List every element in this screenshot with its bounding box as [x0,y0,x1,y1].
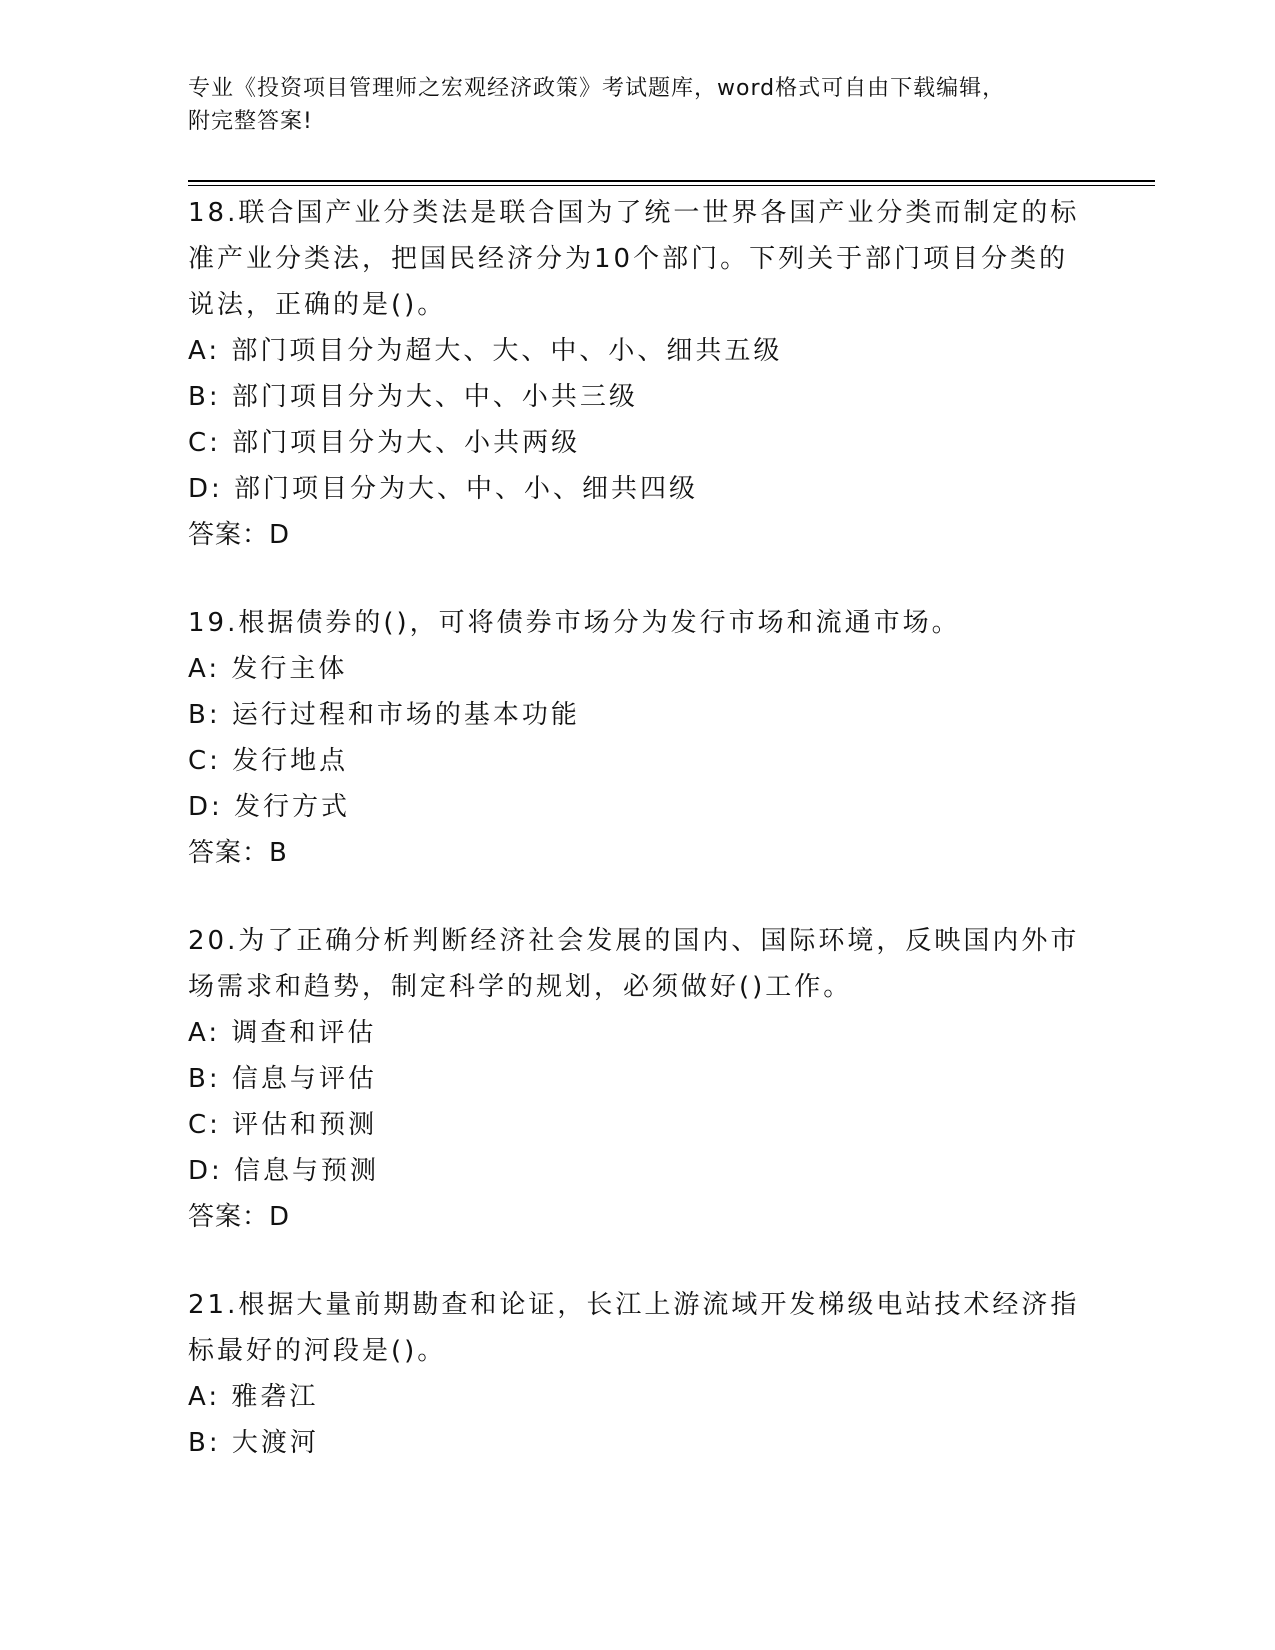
header-divider-thin [188,185,1155,186]
document-header [188,72,1088,138]
option-c: C: 部门项目分为大、小共两级 [188,428,581,458]
option-b: B: 运行过程和市场的基本功能 [188,700,580,730]
option-c: C: 发行地点 [188,746,349,776]
question-18 [188,190,1088,558]
question-text: 20.为了正确分析判断经济社会发展的国内、国际环境，反映国内外市场需求和趋势，制定科学的规划，必须做好()工作。 [188,926,1080,1002]
answer-label: 答案：D [188,520,291,550]
question-text: 19.根据债券的()，可将债券市场分为发行市场和流通市场。 [188,608,961,638]
header-line-2: 附完整答案! [188,109,313,134]
answer-label: 答案：B [188,838,288,868]
option-c: C: 评估和预测 [188,1110,378,1140]
option-d: D: 部门项目分为大、中、小、细共四级 [188,474,699,504]
question-19 [188,600,1088,876]
option-d: D: 发行方式 [188,792,351,822]
option-a: A: 雅砻江 [188,1382,319,1412]
option-b: B: 大渡河 [188,1428,319,1458]
option-a: A: 发行主体 [188,654,348,684]
header-divider-thick [188,180,1155,182]
question-list [188,190,1088,1508]
question-20 [188,918,1088,1240]
option-b: B: 信息与评估 [188,1064,377,1094]
header-line-1: 专业《投资项目管理师之宏观经济政策》考试题库，word格式可自由下载编辑， [188,76,1006,101]
question-21 [188,1282,1088,1466]
option-a: A: 调查和评估 [188,1018,377,1048]
option-d: D: 信息与预测 [188,1156,380,1186]
option-b: B: 部门项目分为大、中、小共三级 [188,382,638,412]
question-text: 18.联合国产业分类法是联合国为了统一世界各国产业分类而制定的标准产业分类法，把国民经济分为10个部门。下列关于部门项目分类的说法，正确的是()。 [188,198,1080,320]
answer-label: 答案：D [188,1202,291,1232]
question-text: 21.根据大量前期勘查和论证，长江上游流域开发梯级电站技术经济指标最好的河段是()。 [188,1290,1080,1366]
option-a: A: 部门项目分为超大、大、中、小、细共五级 [188,336,783,366]
